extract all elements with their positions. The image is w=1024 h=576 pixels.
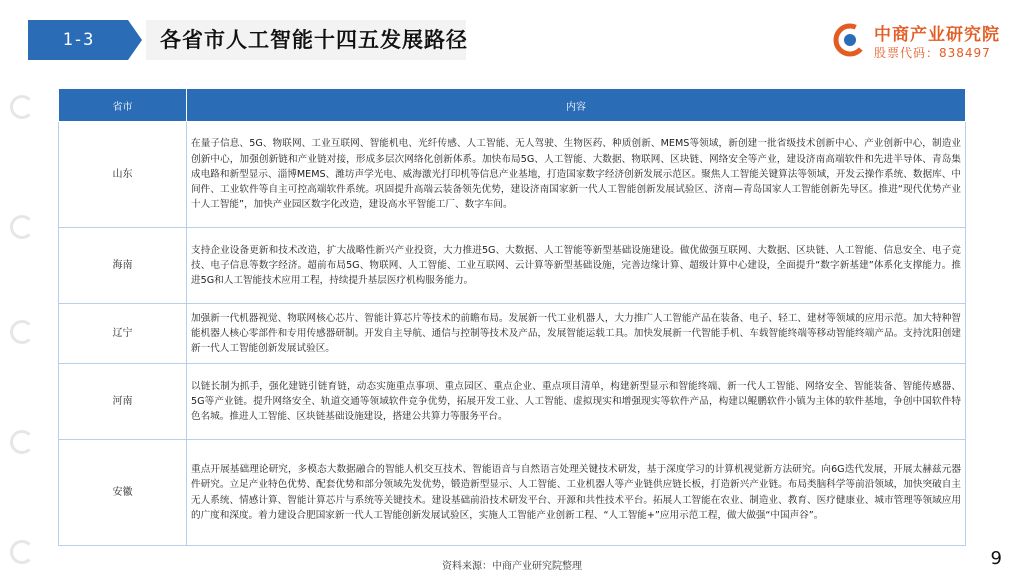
- table-row: [59, 304, 966, 364]
- content-cell: 加强新一代机器视觉、物联网核心芯片、智能计算芯片等技术的前瞻布局。发展新一代工业机器人，大力推广人工智能产品在装备、电子、轻工、建材等领域的应用示范。加大特种智能机器人核心零部件和专用传感器研制。开发自主导航、通信与控制等技术及产品，发展智能运载工具。加快发展新一代智能手机、车载智能终端等移动智能终端产品。支持沈阳创建新一代人工智能创新发展试验区。: [187, 304, 966, 364]
- column-header-content: 内容: [187, 89, 966, 122]
- content-cell: 重点开展基础理论研究，多模态大数据融合的智能人机交互技术、智能语音与自然语言处理关键技术研发，基于深度学习的计算机视觉新方法研究。向6G迭代发展，开展太赫兹元器件研究。立足产业特色优势、配套优势和部分领域先发优势，锻造新型显示、人工智能、工业机器人等产业链供应链长板，打造新兴产业链。布局类脑科学等前沿领域，加快突破自主无人系统、情感计算、智能计算芯片与系统等关键技术。建设基础前沿技术研发平台、开源和共性技术平台。拓展人工智能在农业、制造业、教育、医疗健康业、城市管理等领域应用的广度和深度。着力建设合肥国家新一代人工智能创新发展试验区，实施人工智能产业创新工程、“人工智能+”应用示范工程，做大做强“中国声谷”。: [187, 440, 966, 546]
- watermark-icon: [10, 320, 34, 344]
- page-header: [0, 0, 1024, 82]
- province-cell: 辽宁: [59, 304, 187, 364]
- content-cell: 以链长制为抓手，强化建链引链育链，动态实施重点事项、重点园区、重点企业、重点项目清单，构建新型显示和智能终端、新一代人工智能、网络安全、智能装备、智能传感器、5G等产业链。提升网络安全、轨道交通等领域软件竞争优势，拓展开发工业、人工智能、虚拟现实和增强现实等软件产品，构建以鲲鹏软件小镇为主体的软件基地，争创中国软件特色名城。推进人工智能、区块链基础设施建设，搭建公共算力等服务平台。: [187, 364, 966, 440]
- content-cell: 在量子信息、5G、物联网、工业互联网、智能机电、光纤传感、人工智能、无人驾驶、生物医药、种质创新、MEMS等领域，新创建一批省级技术创新中心、产业创新中心，制造业创新中心，加强创新链和产业链对接，形成多层次网络化创新体系。加快布局5G、人工智能、大数据、物联网、区块链、网络安全等产业，建设济南高端软件和先进半导体、青岛集成电路和新型显示、淄博MEMS、潍坊声学光电、威海激光打印机等信息产业基地，打造国家数字经济创新发展示范区。聚焦人工智能关键算法等领域，开发云操作系统、数据库、中间件、工业软件等自主可控高端软件系统。巩固提升高端云装备领先优势，建设济南国家新一代人工智能创新发展试验区、济南—青岛国家人工智能创新先导区。推进“现代优势产业十人工智能”，加快产业园区数字化改造，建设高水平智能工厂、数字车间。: [187, 122, 966, 228]
- logo-name: 中商产业研究院: [874, 25, 1000, 45]
- stock-code: 股票代码：838497: [874, 46, 991, 60]
- table-row: [59, 228, 966, 304]
- table-row: [59, 440, 966, 546]
- province-cell: 山东: [59, 122, 187, 228]
- table-row: [59, 364, 966, 440]
- province-cell: 海南: [59, 228, 187, 304]
- company-logo: [832, 18, 1012, 66]
- watermark-icon: [10, 430, 34, 454]
- section-number: 1-3: [28, 20, 128, 60]
- watermark-icon: [10, 95, 34, 119]
- province-cell: 安徽: [59, 440, 187, 546]
- column-header-province: 省市: [59, 89, 187, 122]
- table-row: [59, 122, 966, 228]
- section-badge-arrow: [128, 20, 142, 60]
- province-cell: 河南: [59, 364, 187, 440]
- source-note: 资料来源：中商产业研究院整理: [442, 561, 582, 572]
- content-cell: 支持企业设备更新和技术改造，扩大战略性新兴产业投资，大力推进5G、大数据、人工智能等新型基础设施建设。做优做强互联网、大数据、区块链、人工智能、信息安全、电子竞技、电子信息等数字经济。超前布局5G、物联网、人工智能、工业互联网、云计算等新型基础设施，完善边缘计算、超级计算中心建设，全面提升“数字新基建”体系化支撑能力。推进5G和人工智能技术应用工程，持续提升基层医疗机构服务能力。: [187, 228, 966, 304]
- logo-icon: [832, 22, 868, 58]
- page-title: 各省市人工智能十四五发展路径: [160, 28, 468, 52]
- page-number: 9: [990, 548, 1002, 569]
- province-ai-table: [58, 88, 966, 546]
- watermark-icon: [10, 215, 34, 239]
- table-header-row: [59, 89, 966, 122]
